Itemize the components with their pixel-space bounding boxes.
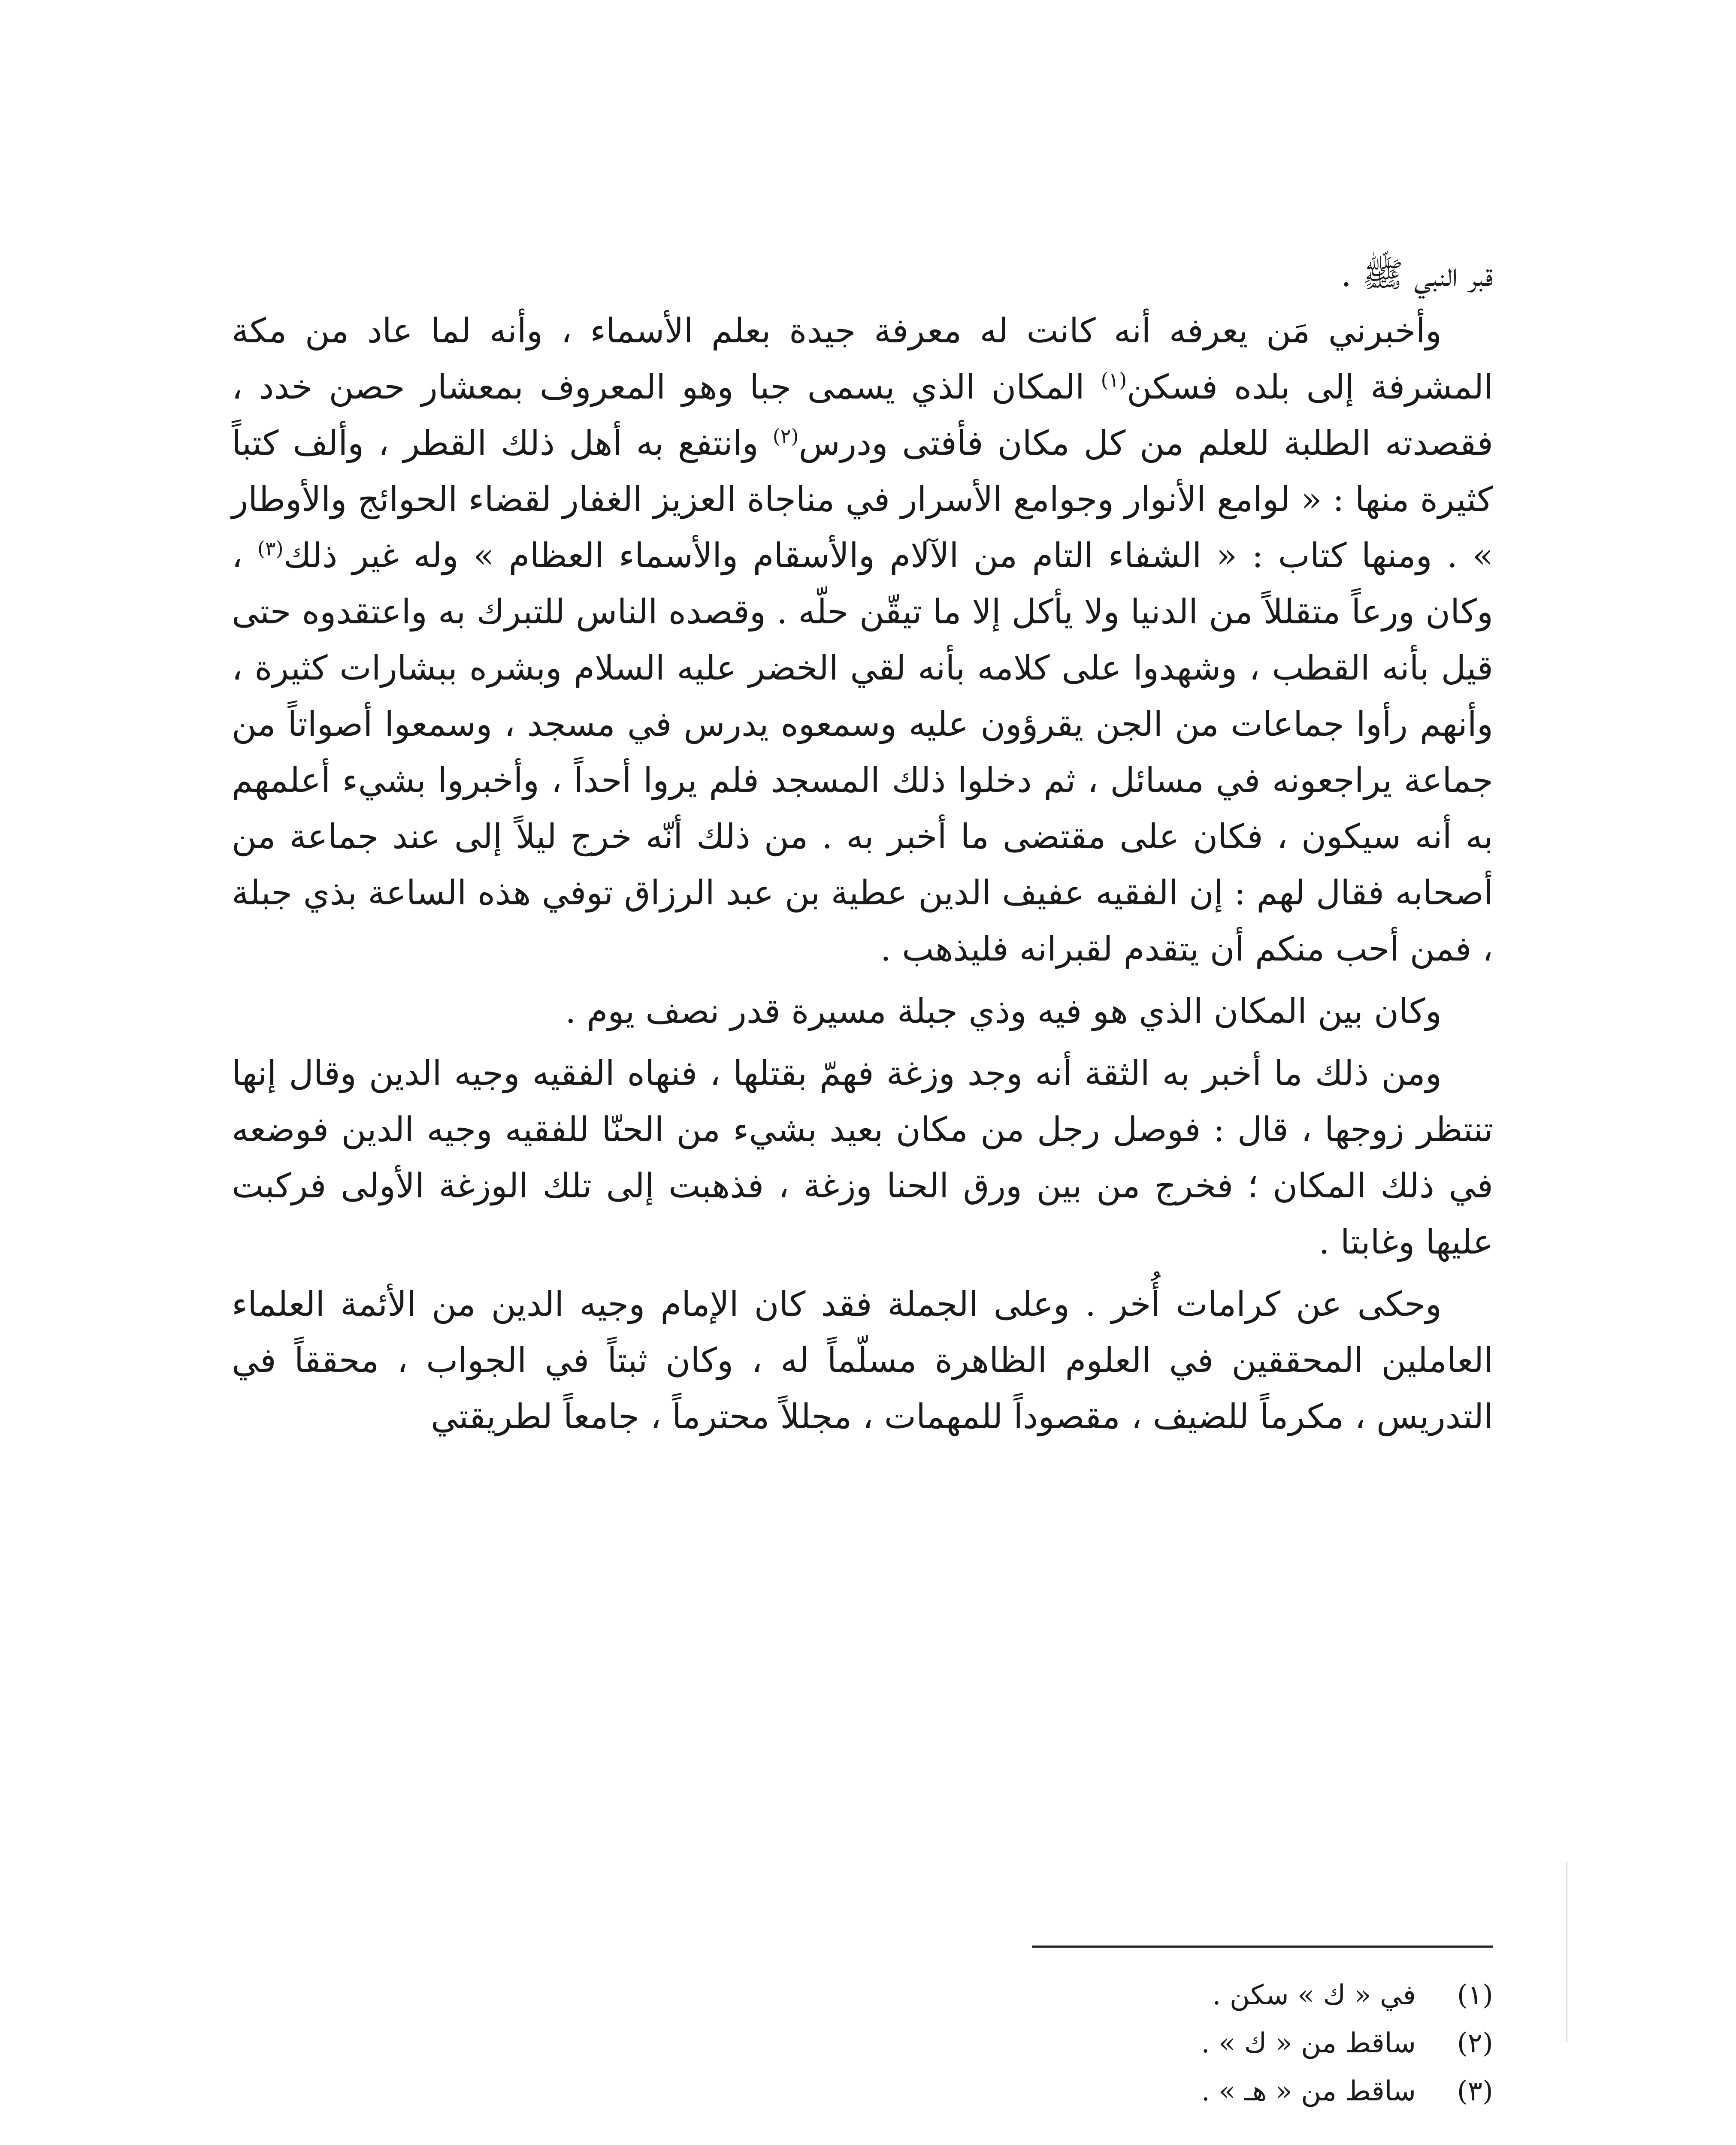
- paragraph-1: [232, 303, 1493, 977]
- text-run: ، وكان ورعاً متقللاً من الدنيا ولا يأكل إلا ما تيقّن حلّه . وقصده الناس للتبرك به واعتقدوه حتى قيل بأنه القطب ، وشهدوا على كلامه بأنه لقي الخضر عليه السلام وبشره ببشارات كثيرة ، وأنهم رأوا جماعات من الجن يقرؤون عليه وسمعوه يدرس في مسجد ، وسمعوا أصواتاً من جماعة يراجعونه في مسائل ، ثم دخلوا ذلك المسجد فلم يروا أحداً ، وأخبروا بشيء أعلمهم به أنه سيكون ، فكان على مقتضى ما أخبر به . من ذلك أنّه خرج ليلاً إلى عند جماعة من أصحابه فقال لهم : إن الفقيه عفيف الدين عطية بن عبد الرزاق توفي هذه الساعة بذي جبلة ، فمن أحب منكم أن يتقدم لقبرانه فليذهب .: [232, 536, 1493, 969]
- footnote-text: ساقط من « ك » .: [1201, 2027, 1416, 2059]
- paragraph-3: ومن ذلك ما أخبر به الثقة أنه وجد وزغة فهمّ بقتلها ، فنهاه الفقيه وجيه الدين وقال إنها تنتظر زوجها ، قال : فوصل رجل من مكان بعيد بشيء من الحنّا للفقيه وجيه الدين فوضعه في ذلك المكان ؛ فخرج من بين ورق الحنا وزغة ، فذهبت إلى تلك الوزغة الأولى فركبت عليها وغابتا .: [232, 1054, 1493, 1262]
- text-run: وأخبرني مَن يعرفه أنه كانت له معرفة جيدة بعلم الأسماء ، وأنه لما عاد من مكة المشرفة إلى بلده فسكن: [232, 311, 1494, 407]
- footnote-1: [772, 1971, 1493, 2019]
- text-run: وانتفع به أهل ذلك القطر ، وألف كتباً كثيرة منها : « لوامع الأنوار وجوامع الأسرار في مناجاة العزيز الغفار لقضاء الحوائج والأوطار » . ومنها كتاب : « الشفاء التام من الآلام والأسقام والأسماء العظام » وله غير ذلك: [232, 423, 1493, 575]
- paragraph-2: وكان بين المكان الذي هو فيه وذي جبلة مسيرة قدر نصف يوم .: [565, 991, 1442, 1031]
- footnote-separator: [1032, 1946, 1493, 1948]
- footnote-ref-1: (١): [1101, 368, 1127, 392]
- footnote-text: في « ك » سكن .: [1212, 1979, 1416, 2011]
- footnote-number: (١): [1457, 1979, 1493, 2011]
- paragraph-intro: [232, 247, 1493, 303]
- footnote-number: (٣): [1457, 2076, 1493, 2107]
- paragraph-4: وحكى عن كرامات أُخر . وعلى الجملة فقد كان الإمام وجيه الدين من الأئمة العلماء العاملين المحققين في العلوم الظاهرة مسلّماً له ، وكان ثبتاً في الجواب ، محققاً في التدريس ، مكرماً للضيف ، مقصوداً للمهمات ، مجللاً محترماً ، جامعاً لطريقتي: [232, 1284, 1493, 1436]
- scan-artifact-line: [1566, 1862, 1567, 2042]
- body-text: [232, 247, 1493, 1445]
- footnote-text: ساقط من « هـ » .: [1201, 2076, 1416, 2107]
- text-run: المكان الذي يسمى جبا وهو المعروف بمعشار حصن خدد ، فقصدته الطلبة للعلم من كل مكان فأفتى ودرس: [232, 367, 1493, 463]
- footnote-2: [772, 2019, 1493, 2067]
- footnote-ref-2: (٢): [772, 424, 799, 448]
- footnote-ref-3: (٣): [257, 537, 284, 560]
- text-run: قبر النبي ﷺ .: [1341, 255, 1493, 294]
- footnote-3: [772, 2067, 1493, 2115]
- footnote-number: (٢): [1457, 2027, 1493, 2059]
- footnotes: [772, 1971, 1493, 2115]
